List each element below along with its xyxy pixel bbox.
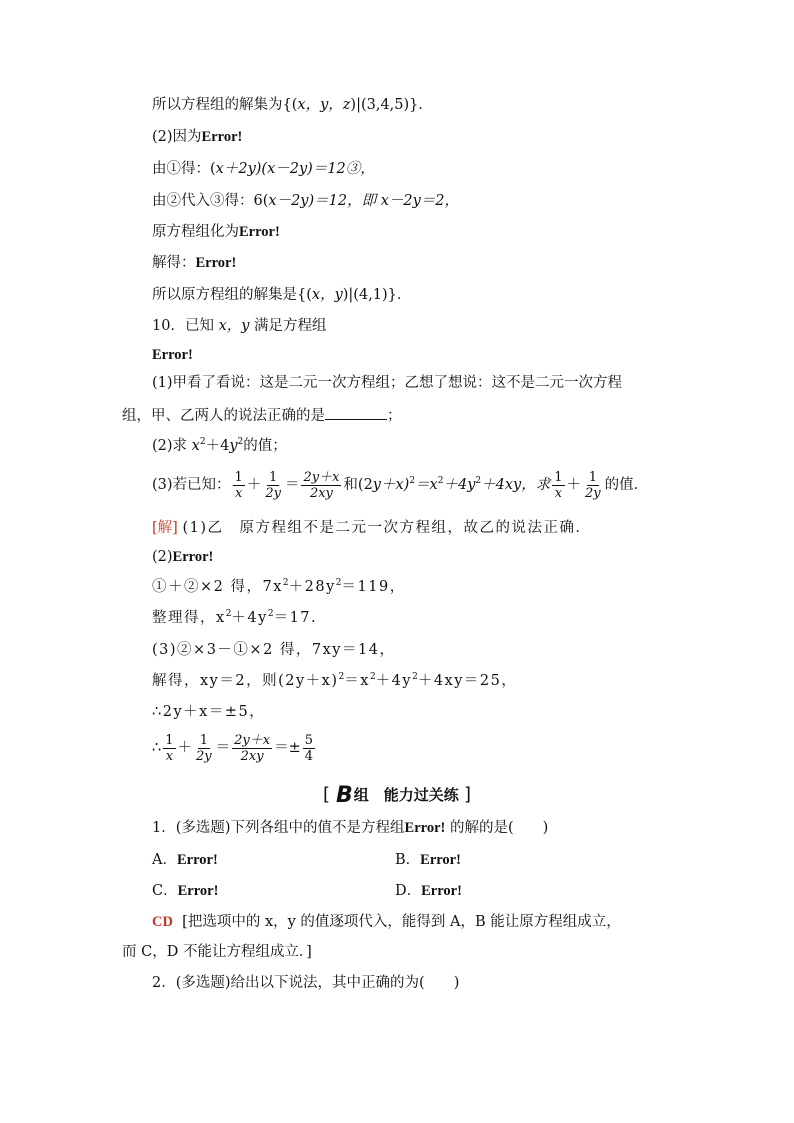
fraction-1-over-x: $\frac{1}{x}$ — [234, 469, 243, 501]
solution-final: ∴ $\frac{1}{x}$ ＋ $\frac{1}{2y}$ ＝ $\frac{2y+x}{2xy}$ ＝± $\frac{5}{4}$ — [152, 732, 314, 764]
question-1-stem: 1．(多选题)下列各组中的值不是方程组Error! 的解的是( ) — [152, 820, 549, 836]
question-10-part-1b: 组，甲、乙两人的说法正确的是 ； — [122, 405, 402, 426]
solution-step-1: ①＋②×2 得，$7x^2+28y^2=119$， — [152, 578, 406, 595]
solution-tag: [解] — [152, 520, 178, 536]
solution-part-1: [解] (1)乙 原方程组不是二元一次方程组，故乙的说法正确． — [152, 520, 592, 536]
option-c: C．Error! — [152, 883, 219, 899]
final-fraction-sum: $\frac{2y+x}{2xy}$ — [234, 732, 271, 764]
option-a: A．Error! — [152, 852, 218, 868]
question-10-part-1a: (1)甲看了看说：这是二元一次方程组；乙想了想说：这不是二元一次方程 — [152, 375, 623, 391]
solution-part-2: (2)Error! — [152, 549, 214, 565]
part-2-line: (2)因为Error! — [152, 129, 243, 145]
answer-label: CD — [152, 914, 173, 930]
solution-step-3: 解得，xy＝2，则$(2y+x)^2=x^2+4y^2+4xy=25$， — [152, 672, 518, 689]
fraction-1-over-2y-b: $\frac{1}{2y}$ — [585, 469, 601, 501]
answer-blank — [325, 405, 387, 420]
solution-part-3: (3)②×3－①×2 得，7xy＝14， — [152, 642, 396, 658]
solution-step-4: ∴2y＋x＝±5， — [152, 704, 266, 720]
question-10-system: Error! — [152, 347, 193, 363]
solution-set-line-2: 所以原方程组的解集是{(x，y)|(4,1)}． — [152, 287, 412, 303]
solve-line: 解得：Error! — [152, 255, 237, 271]
fraction-sum: $\frac{2y+x}{2xy}$ — [303, 469, 340, 501]
final-fraction-5-over-4: $\frac{5}{4}$ — [304, 732, 314, 764]
question-10-part-2: (2)求 $x^2+4y^2$的值； — [152, 437, 287, 454]
fraction-1-over-2y: $\frac{1}{2y}$ — [265, 469, 281, 501]
simplified-system-line: 原方程组化为Error! — [152, 224, 280, 240]
final-fraction-1-over-x: $\frac{1}{x}$ — [165, 732, 174, 764]
question-1-answer-line-2: 而 C，D 不能让方程组成立．] — [122, 944, 312, 960]
solution-step-2: 整理得，$x^2+4y^2=17$. — [152, 609, 318, 626]
final-fraction-1-over-2y: $\frac{1}{2y}$ — [196, 732, 212, 764]
group-b-badge: B — [335, 783, 353, 808]
section-header: [ B组 能力过关练 ] — [322, 783, 472, 808]
option-b: B．Error! — [395, 852, 461, 868]
question-10-part-3: (3)若已知： $\frac{1}{x}$ ＋ $\frac{1}{2y}$ ＝ $\frac{2y+x}{2xy}$ 和$(2y+x)^2=x^2+4y^2+4xy$，求 $\frac{1}{x}$ ＋ $\frac{1}{2y}$ 的值． — [152, 469, 649, 501]
solution-set-line-1: 所以方程组的解集为{(x，y，z)|(3,4,5)}． — [152, 97, 433, 113]
derive-line-2: 由②代入③得：6(x－2y)＝12，即 x－2y＝2， — [152, 193, 460, 209]
fraction-1-over-x-b: $\frac{1}{x}$ — [554, 469, 563, 501]
question-2-stem: 2．(多选题)给出以下说法，其中正确的为( ) — [152, 975, 460, 991]
question-1-answer-line: CD [把选项中的 x，y 的值逐项代入，能得到 A，B 能让原方程组成立， — [152, 914, 621, 930]
question-10-stem: 10．已知 x，y 满足方程组 — [152, 318, 327, 334]
option-d: D．Error! — [395, 883, 462, 899]
derive-line-1: 由①得：(x＋2y)(x－2y)＝12③， — [152, 161, 375, 177]
